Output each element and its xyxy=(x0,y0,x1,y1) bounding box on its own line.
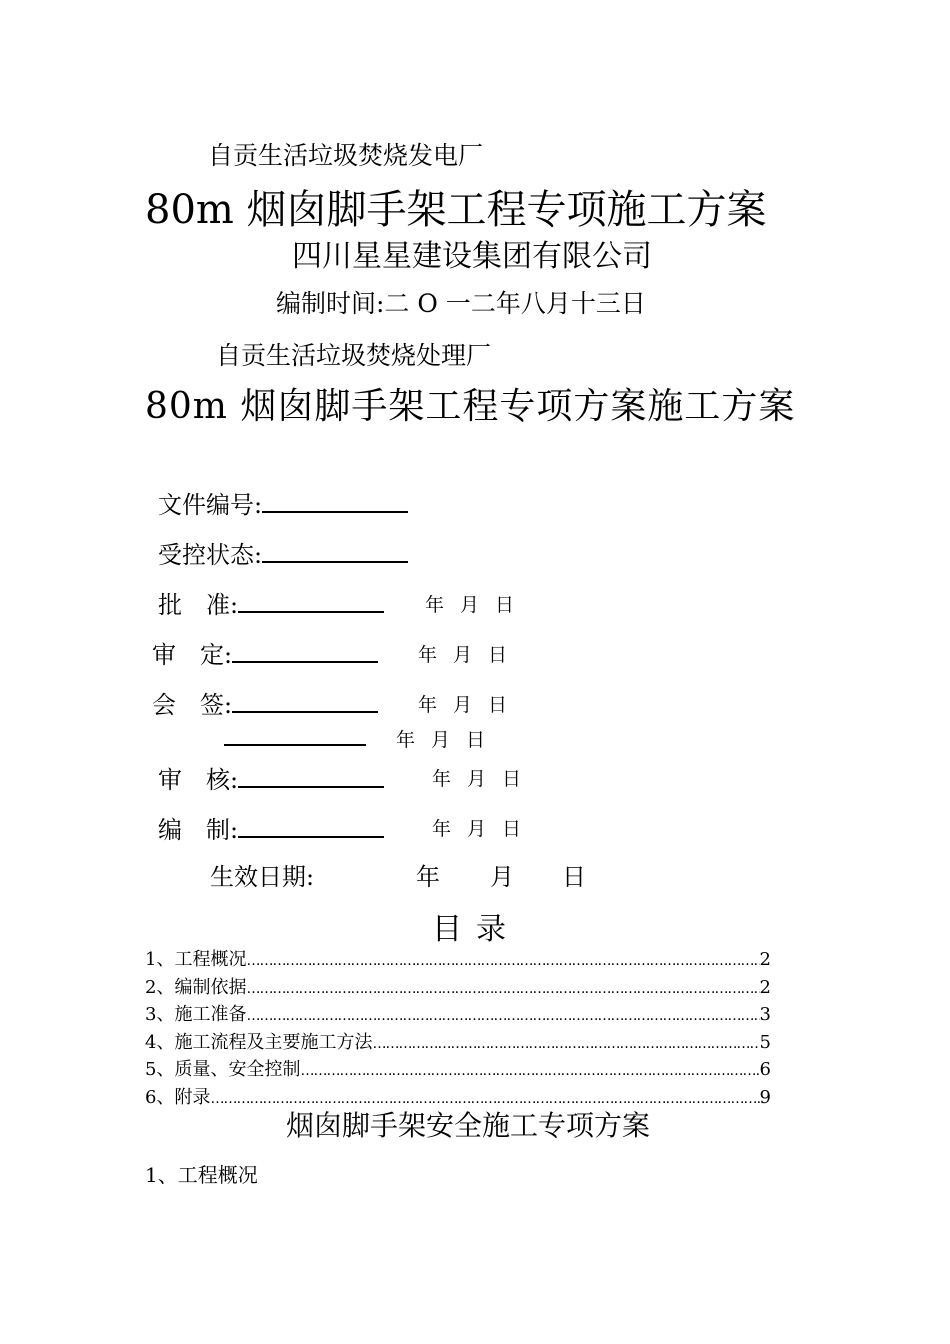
field-examine xyxy=(152,635,378,670)
day-label: 日 xyxy=(495,594,515,616)
year-label: 年 xyxy=(416,863,440,891)
toc-leader xyxy=(300,1059,759,1085)
month-label: 月 xyxy=(431,729,451,751)
year-label: 年 xyxy=(418,694,438,716)
day-label: 日 xyxy=(488,644,508,666)
year-label: 年 xyxy=(425,594,445,616)
month-label: 月 xyxy=(467,768,487,790)
compile-date-field xyxy=(432,814,537,841)
toc-item-page: 9 xyxy=(759,1086,771,1108)
field-countersign xyxy=(152,685,378,720)
examine-blank[interactable] xyxy=(232,635,378,663)
control-status-blank[interactable] xyxy=(262,535,408,563)
toc-item[interactable] xyxy=(145,975,771,1003)
countersign-extra-date xyxy=(396,725,501,752)
approve-date xyxy=(425,590,530,617)
field-label: 审 定: xyxy=(152,641,233,669)
toc-item-label: 4、施工流程及主要施工方法 xyxy=(145,1031,373,1053)
year-label: 年 xyxy=(432,818,452,840)
review-blank[interactable] xyxy=(238,760,384,788)
countersign-extra-blank[interactable] xyxy=(224,718,366,746)
day-label: 日 xyxy=(502,768,522,790)
table-of-contents xyxy=(145,947,771,1112)
field-label: 批 准: xyxy=(158,591,239,619)
field-control-status xyxy=(158,535,408,570)
toc-item[interactable] xyxy=(145,1002,771,1030)
countersign-date xyxy=(418,690,523,717)
plant-name-1: 自贡生活垃圾焚烧发电厂 xyxy=(208,141,484,170)
month-label: 月 xyxy=(453,694,473,716)
year-label: 年 xyxy=(396,729,416,751)
toc-leader xyxy=(246,1004,759,1030)
field-countersign-extra xyxy=(224,718,366,752)
toc-leader xyxy=(246,977,759,1003)
day-label: 日 xyxy=(562,863,586,891)
approve-blank[interactable] xyxy=(238,585,384,613)
toc-item-label: 2、编制依据 xyxy=(145,976,247,998)
section-1-heading: 1、工程概况 xyxy=(145,1163,258,1187)
month-label: 月 xyxy=(467,818,487,840)
countersign-blank[interactable] xyxy=(232,685,378,713)
toc-title: 目录 xyxy=(432,912,520,947)
toc-item-label: 5、质量、安全控制 xyxy=(145,1059,301,1080)
toc-leader xyxy=(246,949,759,975)
examine-date xyxy=(418,640,523,667)
toc-item[interactable] xyxy=(145,1030,771,1058)
toc-item-label: 1、工程概况 xyxy=(145,949,247,970)
toc-leader xyxy=(372,1032,759,1058)
effective-date-row xyxy=(210,857,586,892)
toc-item-label: 3、施工准备 xyxy=(145,1004,247,1025)
company-name: 四川星星建设集团有限公司 xyxy=(292,239,652,274)
year-label: 年 xyxy=(418,644,438,666)
toc-item-page: 6 xyxy=(759,1059,771,1080)
field-compile xyxy=(158,810,384,845)
toc-item-page: 2 xyxy=(759,949,771,970)
month-label: 月 xyxy=(453,644,473,666)
month-label: 月 xyxy=(490,863,514,891)
field-label: 会 签: xyxy=(152,691,233,719)
section-title: 烟囱脚手架安全施工专项方案 xyxy=(286,1109,651,1142)
toc-item-label: 6、附录 xyxy=(145,1086,211,1108)
document-title-1: 80m 烟囱脚手架工程专项施工方案 xyxy=(145,187,767,233)
doc-no-blank[interactable] xyxy=(262,485,408,513)
year-label: 年 xyxy=(432,768,452,790)
effective-date-label: 生效日期: xyxy=(210,863,315,891)
toc-item-page: 5 xyxy=(759,1031,771,1053)
day-label: 日 xyxy=(466,729,486,751)
compile-date: 编制时间:二 O 一二年八月十三日 xyxy=(276,289,646,318)
field-label: 审 核: xyxy=(158,766,239,794)
field-label: 文件编号: xyxy=(158,491,263,519)
field-label: 受控状态: xyxy=(158,541,263,569)
toc-item-page: 2 xyxy=(759,976,771,998)
review-date xyxy=(432,764,537,791)
toc-item[interactable] xyxy=(145,947,771,975)
document-title-2: 80m 烟囱脚手架工程专项方案施工方案 xyxy=(145,386,796,427)
field-review xyxy=(158,760,384,795)
toc-item-page: 3 xyxy=(759,1004,771,1025)
day-label: 日 xyxy=(502,818,522,840)
day-label: 日 xyxy=(488,694,508,716)
field-label: 编 制: xyxy=(158,816,239,844)
field-approve xyxy=(158,585,384,620)
plant-name-2: 自贡生活垃圾焚烧处理厂 xyxy=(216,341,492,370)
field-doc-no xyxy=(158,485,408,520)
month-label: 月 xyxy=(460,594,480,616)
compile-blank[interactable] xyxy=(238,810,384,838)
toc-item[interactable] xyxy=(145,1057,771,1085)
